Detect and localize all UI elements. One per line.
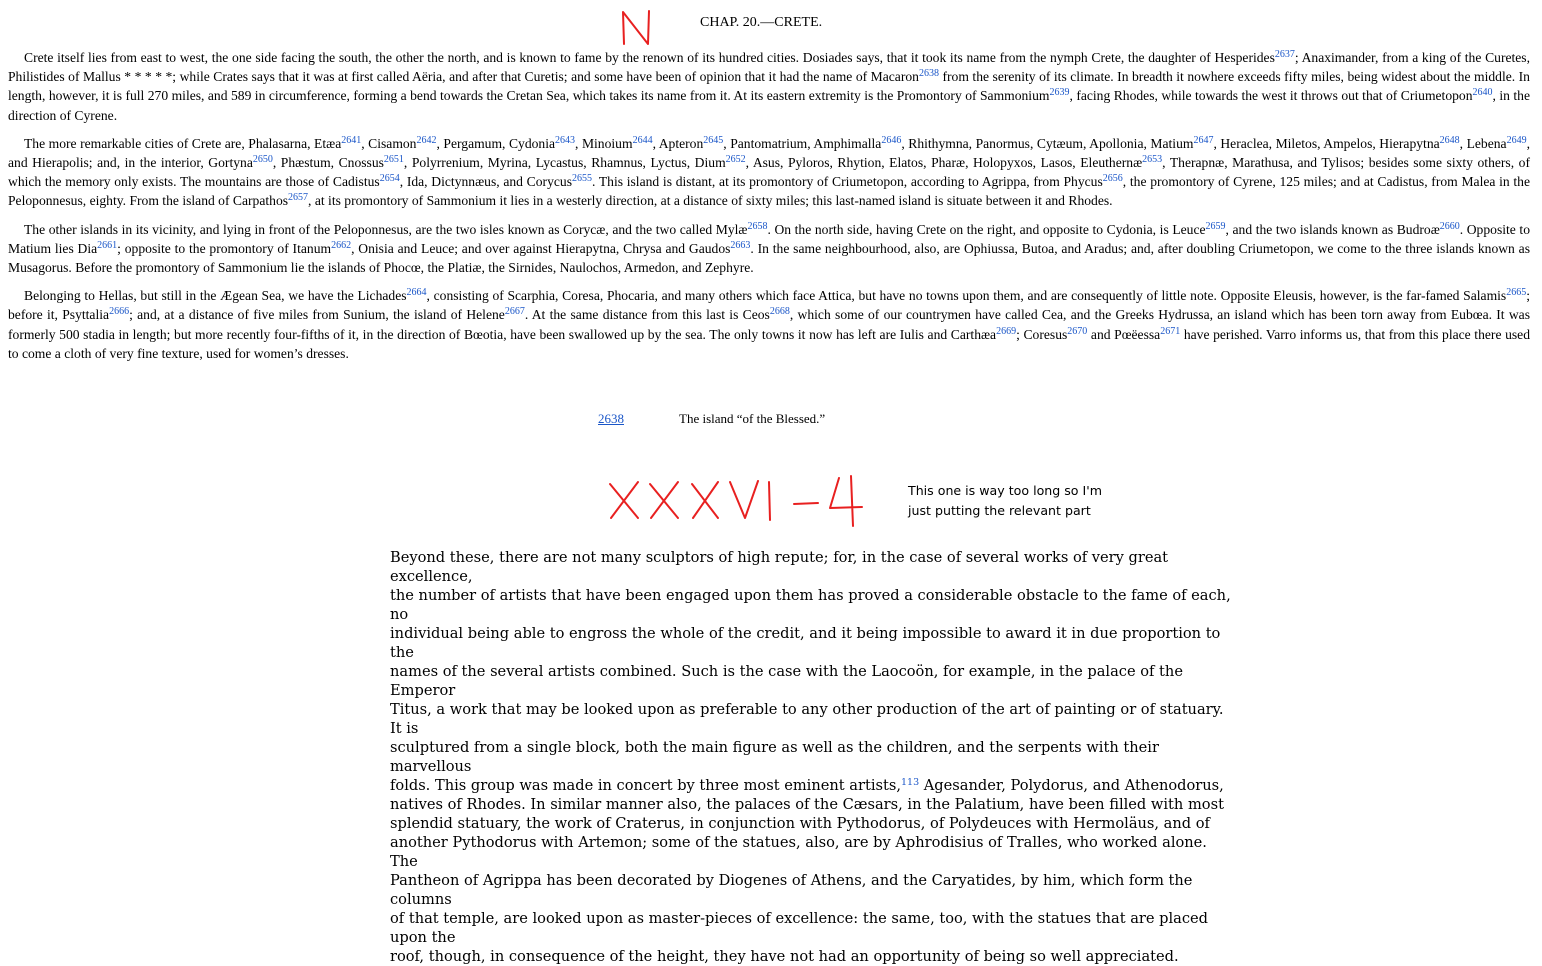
footnote-ref-link[interactable]: 2649: [1506, 134, 1527, 146]
chapter-title: CHAP. 20.—CRETE.: [700, 15, 823, 30]
footnote-ref-link[interactable]: 2653: [1142, 154, 1163, 166]
chapter-text: [8, 48, 1530, 372]
text-run: The other islands in its vicinity, and lying in front of the Peloponnesus, are the two isles known as Corycæ, and the two called Mylæ: [24, 221, 748, 237]
excerpt-line-text: Titus, a work that may be looked upon as preferable to any other production of the art of painting or of statuary. It is: [390, 701, 1224, 737]
excerpt-line: [390, 833, 1232, 871]
text-run: , Therapnæ, Marathusa, and Tylisos; besides some sixty others, of which the memory only exists. The mountains are those of Cadistus: [8, 155, 1530, 190]
text-run: Crete itself lies from east to west, the one side facing the south, the other the north, and is known to fame by the renown of its hundred cities. Dosiades says, that it took its name from the nymph Crete, the daughter of Hesperides: [24, 50, 1275, 65]
text-run: , facing Rhodes, while towards the west it throws out that of Criumetopon: [1069, 88, 1473, 104]
text-run: , Pantomatrium, Amphimalla: [723, 135, 882, 151]
text-run: Belonging to Hellas, but still in the Ægean Sea, we have the Lichades: [24, 288, 407, 304]
footnote-ref-link[interactable]: 2665: [1506, 287, 1527, 299]
side-note-line: This one is way too long so I'm: [908, 483, 1102, 498]
paragraph: [8, 286, 1530, 363]
footnote-ref-link[interactable]: 2664: [406, 287, 427, 299]
footnote-ref-link[interactable]: 2666: [109, 306, 130, 318]
side-note-line: just putting the relevant part: [908, 502, 1091, 518]
excerpt-line: [390, 700, 1232, 738]
text-run: . At the same distance from this last is Ceos: [524, 307, 770, 323]
excerpt-line: [390, 814, 1232, 833]
footnote-ref-link[interactable]: 2651: [383, 154, 404, 166]
text-run: ; opposite to the promontory of Itanum: [117, 240, 332, 256]
footnote-ref-link[interactable]: 113: [900, 777, 920, 788]
excerpt-line: [390, 909, 1232, 947]
paragraph: [8, 48, 1530, 125]
handwritten-reference-mark: [606, 472, 868, 530]
footnote-ref-link[interactable]: 2645: [703, 134, 724, 146]
text-run: . In the same neighbourhood, also, are Ophiussa, Butoa, and Aradus; and, after doubling Criumetopon, we come to the three islands known as Musagorus. Before the promontory of Sammonium lie the islands of Phocœ, the Platiæ, the Sirnides, Naulochos, Armedon, and Zephyre.: [8, 240, 1530, 276]
excerpt-line-text: another Pythodorus with Artemon; some of the statues, also, are by Aphrodisius of Tralles, who worked alone. The: [390, 834, 1207, 870]
text-run: ; and, at a distance of five miles from Sunium, the island of Helene: [129, 307, 505, 323]
excerpt-line: [390, 871, 1232, 909]
excerpt-line-text: the number of artists that have been engaged upon them has proved a considerable obstacle to the fame of each, no: [390, 587, 1231, 623]
text-run: , at its promontory of Sammonium it lies in a westerly direction, at a distance of sixty miles; this last-named island is situate between it and Rhodes.: [308, 193, 1113, 209]
text-run: ; Anaximander, from a king of the Curetes, Philistides of Mallus * * * * *; while Crates says that it was at first called Aëria, and after that Curetis; and some have been of opinion that it had the name of Macaron: [8, 50, 1530, 85]
footnote-ref-link[interactable]: 2670: [1067, 325, 1088, 337]
excerpt-line-text: folds. This group was made in concert by three most eminent artists,: [390, 777, 901, 794]
text-run: , Pergamum, Cydonia: [436, 135, 556, 151]
text-run: , Rhithymna, Panormus, Cytæum, Apollonia, Matium: [901, 135, 1194, 151]
excerpt-line-text: sculptured from a single block, both the main figure as well as the children, and the serpents with their marvellous: [390, 739, 1159, 775]
footnote-ref-link[interactable]: 2663: [730, 239, 751, 251]
excerpt-line-text: names of the several artists combined. Such is the case with the Laocoön, for example, in the palace of the Emperor: [390, 663, 1183, 699]
footnote-ref-link[interactable]: 2642: [416, 134, 437, 146]
text-run: , the promontory of Cyrene, 125 miles; and at Cadistus, from Malea in the Peloponnesus, eighty. From the island of Carpathos: [8, 174, 1531, 209]
footnote-ref-link[interactable]: 2638: [918, 68, 939, 80]
excerpt-line: [390, 947, 1232, 966]
text-run: , Apteron: [652, 135, 704, 151]
footnote-ref-link[interactable]: 2656: [1102, 173, 1123, 185]
footnote-ref-link[interactable]: 2643: [555, 134, 576, 146]
text-run: , consisting of Scarphia, Coresa, Phocaria, and many others which face Attica, but have no towns upon them, and are consequently of little note. Opposite Eleusis, however, is the far-famed Salamis: [426, 288, 1507, 304]
text-run: , Ida, Dictynnæus, and Corycus: [399, 174, 572, 190]
excerpt-line-text: Pantheon of Agrippa has been decorated by Diogenes of Athens, and the Caryatides, by him, which form the columns: [390, 872, 1193, 908]
text-run: , Minoium: [575, 135, 633, 151]
footnote-number-link[interactable]: 2638: [598, 411, 624, 426]
footnote-ref-link[interactable]: 2644: [632, 134, 653, 146]
excerpt-line-text: splendid statuary, the work of Craterus, in conjunction with Pythodorus, of Polydeuces with Hermoläus, and of: [390, 815, 1210, 832]
footnote-ref-link[interactable]: 2667: [504, 306, 525, 318]
text-run: . Opposite to Matium lies Dia: [8, 221, 1530, 256]
excerpt-line-text: individual being able to engross the whole of the credit, and it being impossible to award it in due proportion to the: [390, 625, 1221, 661]
footnote-ref-link[interactable]: 2669: [996, 325, 1017, 337]
excerpt-line-text: of that temple, are looked upon as master-pieces of excellence: the same, too, with the statues that are placed upon the: [390, 910, 1209, 946]
paragraph: [8, 220, 1530, 278]
excerpt-line-text: natives of Rhodes. In similar manner also, the palaces of the Cæsars, in the Palatium, have been filled with most: [390, 796, 1224, 813]
excerpt-line: [390, 738, 1232, 776]
footnote-ref-link[interactable]: 2659: [1205, 220, 1226, 232]
excerpt-line-text: Beyond these, there are not many sculptors of high repute; for, in the case of several works of very great excellence,: [390, 549, 1169, 585]
footnote-ref-link[interactable]: 2652: [725, 154, 746, 166]
footnote-ref-link[interactable]: 2655: [572, 173, 592, 185]
footnote-ref-link[interactable]: 2646: [881, 134, 902, 146]
text-run: The more remarkable cities of Crete are, Phalasarna, Etæa: [24, 135, 342, 151]
text-run: ; before it, Psyttalia: [8, 288, 1530, 323]
footnote-ref-link[interactable]: 2637: [1274, 49, 1295, 60]
text-run: , and Hierapolis; and, in the interior, Gortyna: [8, 135, 1530, 171]
excerpt-line: [390, 548, 1232, 586]
side-note: [908, 481, 1148, 520]
footnote-ref-link[interactable]: 2662: [331, 239, 352, 251]
footnote-ref-link[interactable]: 2660: [1439, 220, 1460, 232]
paragraph: [8, 134, 1530, 211]
excerpt-line: [390, 624, 1232, 662]
excerpt-text: [390, 548, 1232, 966]
footnote-ref-link[interactable]: 2641: [341, 134, 362, 146]
footnote-ref-link[interactable]: 2654: [379, 173, 400, 185]
text-run: , in the direction of Cyrene.: [8, 88, 1530, 123]
excerpt-line: [390, 795, 1232, 814]
footnote-ref-link[interactable]: 2671: [1160, 325, 1181, 337]
text-run: , Lebena: [1459, 135, 1507, 151]
text-run: . This island is distant, at its promontory of Criumetopon, according to Agrippa, from Phycus: [592, 174, 1103, 190]
footnote-ref-link[interactable]: 2661: [97, 239, 118, 251]
handwritten-n-mark: [618, 8, 658, 46]
footnote-ref-link[interactable]: 2640: [1472, 87, 1493, 99]
text-run: , Phæstum, Cnossus: [272, 155, 384, 171]
text-run: from the serenity of its climate. In breadth it nowhere exceeds fifty miles, being widest about the middle. In length, however, it is full 270 miles, and 589 in circumference, forming a bend towards the Cretan Sea, which takes its name from it. At its eastern extremity is the Promontory of Sammonium: [8, 69, 1530, 104]
text-run: , and the two islands known as Budroæ: [1225, 221, 1440, 237]
footnote-ref-link[interactable]: 2657: [288, 192, 309, 204]
text-run: . On the north side, having Crete on the right, and opposite to Cydonia, is Leuce: [767, 221, 1206, 237]
text-run: ; Coresus: [1016, 326, 1068, 342]
excerpt-line: [390, 586, 1232, 624]
excerpt-line-text: roof, though, in consequence of the height, they have not had an opportunity of being so well appreciated.: [390, 948, 1179, 965]
footnote-ref-link[interactable]: 2647: [1193, 134, 1214, 146]
footnote-ref-link[interactable]: 2648: [1439, 134, 1460, 146]
footnote-ref-link[interactable]: 2639: [1049, 87, 1070, 99]
text-run: , Heraclea, Miletos, Ampelos, Hierapytna: [1213, 135, 1440, 151]
text-run: , Polyrrenium, Myrina, Lycastus, Rhamnus, Lyctus, Dium: [403, 155, 726, 171]
text-run: have perished. Varro informs us, that from this place there used to come a cloth of very fine texture, used for women’s dresses.: [8, 326, 1531, 361]
footnote-ref-link[interactable]: 2658: [747, 220, 768, 232]
text-run: , Cisamon: [361, 135, 417, 151]
text-run: , Asus, Pyloros, Rhytion, Elatos, Pharæ, Holopyxos, Lasos, Eleuthernæ: [745, 155, 1143, 171]
footnote-ref-link[interactable]: 2668: [769, 306, 790, 318]
text-run: , Onisia and Leuce; and over against Hierapytna, Chrysa and Gaudos: [351, 240, 731, 256]
text-run: , which some of our countrymen have called Cea, and the Greeks Hydrussa, an island which has been torn away from Eubœa. It was formerly 500 stadia in length; but more recently four-fifths of it, in the direction of Bœotia, have been swallowed up by the sea. The only towns it now has left are Iulis and Carthæa: [8, 307, 1531, 342]
excerpt-line-text: Agesander, Polydorus, and Athenodorus,: [919, 777, 1224, 794]
excerpt-line: [390, 776, 1232, 795]
footnote-ref-link[interactable]: 2650: [252, 154, 273, 166]
excerpt-line: [390, 662, 1232, 700]
footnote-text: The island “of the Blessed.”: [679, 411, 826, 426]
text-run: and Pœëessa: [1087, 326, 1161, 342]
